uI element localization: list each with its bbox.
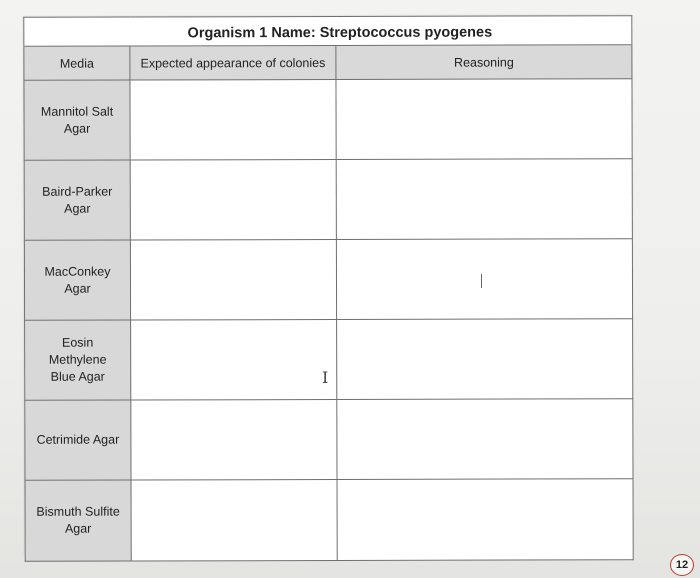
media-name-cell: Eosin Methylene Blue Agar xyxy=(25,320,131,400)
table-row xyxy=(24,159,632,241)
table-title-cell xyxy=(24,16,632,47)
header-media: Media xyxy=(24,46,130,80)
expected-appearance-cell[interactable] xyxy=(130,239,336,320)
reasoning-cell[interactable] xyxy=(336,239,632,320)
expected-appearance-cell[interactable] xyxy=(130,79,336,160)
header-reasoning: Reasoning xyxy=(336,45,632,80)
text-cursor-icon: I xyxy=(322,368,329,387)
text-caret xyxy=(481,274,482,288)
page-number-badge: 12 xyxy=(670,554,694,576)
reasoning-cell[interactable] xyxy=(337,479,633,561)
expected-appearance-cell[interactable] xyxy=(131,479,337,561)
table-row xyxy=(24,79,632,161)
reasoning-cell[interactable] xyxy=(336,159,632,240)
expected-appearance-cell[interactable] xyxy=(131,399,337,480)
media-name-cell: Baird-Parker Agar xyxy=(24,160,130,240)
reasoning-cell[interactable] xyxy=(336,79,632,160)
table-header-row xyxy=(24,45,632,81)
worksheet-page xyxy=(23,15,632,555)
expected-appearance-cell[interactable] xyxy=(130,159,336,240)
media-table xyxy=(23,15,633,562)
media-name-cell: Cetrimide Agar xyxy=(25,400,131,480)
header-expected-appearance: Expected appearance of colonies xyxy=(130,45,336,80)
table-title-row xyxy=(24,16,632,47)
table-row xyxy=(25,319,633,401)
table-row xyxy=(25,479,633,562)
media-name-cell: Mannitol Salt Agar xyxy=(24,80,130,160)
reasoning-cell[interactable] xyxy=(337,399,633,480)
reasoning-cell[interactable] xyxy=(337,319,633,400)
table-title: Organism 1 Name: Streptococcus pyogenes xyxy=(187,24,493,42)
expected-appearance-cell[interactable] xyxy=(131,319,337,400)
media-name-cell: Bismuth Sulfite Agar xyxy=(25,480,131,561)
media-name-cell: MacConkey Agar xyxy=(24,240,130,320)
table-row xyxy=(25,399,633,481)
table-row xyxy=(24,239,632,321)
